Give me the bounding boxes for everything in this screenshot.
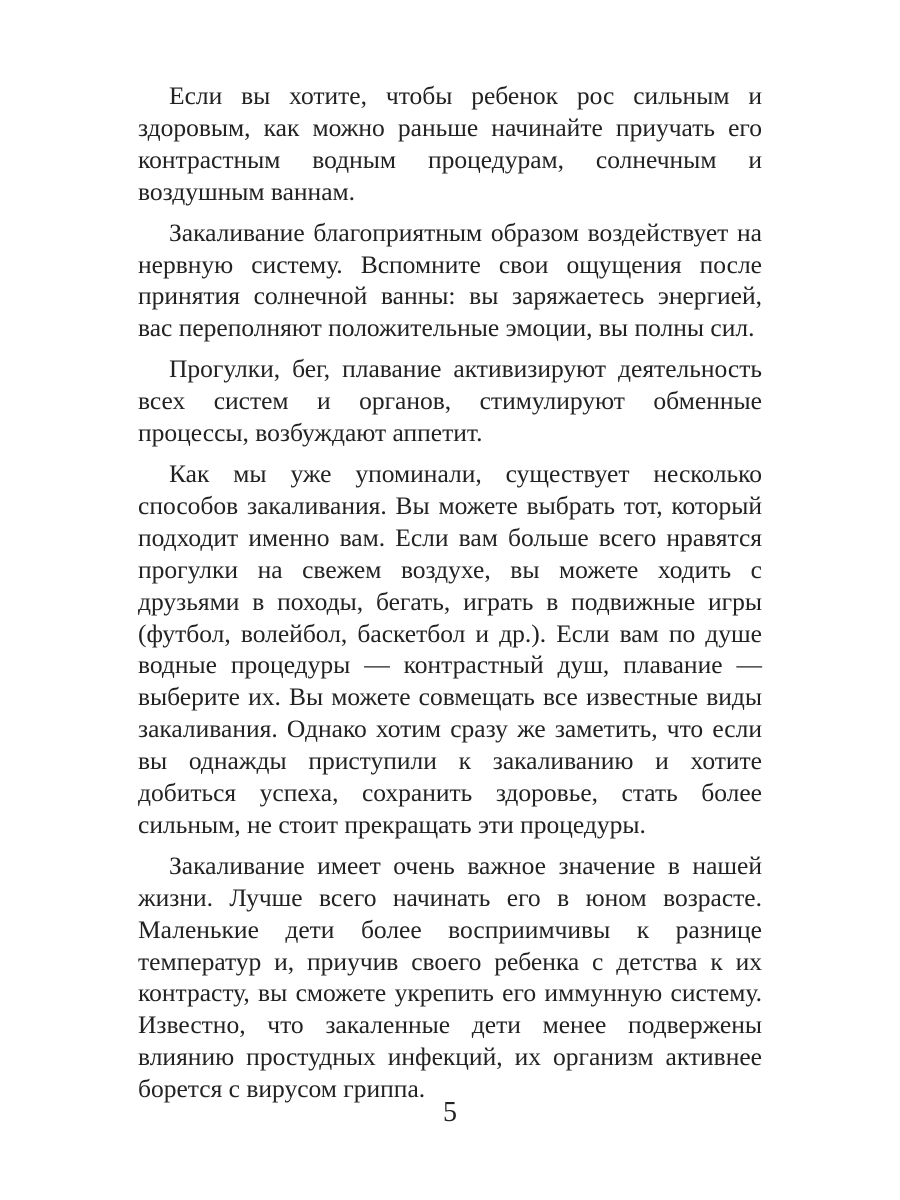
body-text bbox=[138, 80, 762, 1105]
paragraph-1: Если вы хотите, чтобы ребенок рос сильным и здоровым, как можно раньше начинайте приучать его контрастным водным процедурам, солнечным и воздушным ваннам. bbox=[138, 81, 762, 206]
paragraph-3: Прогулки, бег, плавание активизируют деятельность всех систем и органов, стимулируют обменные процессы, возбуждают аппетит. bbox=[138, 354, 762, 448]
paragraph-4: Как мы уже упоминали, существует несколько способов закаливания. Вы можете выбрать тот, который подходит именно вам. Если вам больше всего нравятся прогулки на свежем воздухе, вы можете ходить с друзьями в походы, бегать, играть в подвижные игры (футбол, волейбол, баскетбол и др.). Если вам по душе водные процедуры — контрастный душ, плавание — выберите их. Вы можете совмещать все известные виды закаливания. Однако хотим сразу же заметить, что если вы однажды приступили к закаливанию и хотите добиться успеха, сохранить здоровье, стать более сильным, не стоит прекращать эти процедуры. bbox=[138, 458, 762, 839]
page-number: 5 bbox=[443, 1097, 457, 1128]
paragraph-5: Закаливание имеет очень важное значение в нашей жизни. Лучше всего начинать его в юном возрасте. Маленькие дети более восприимчивы к разнице температур и, приучив своего ребенка с детства к их контрасту, вы сможете укрепить его иммунную систему. Известно, что закаленные дети менее подвержены влиянию простудных инфекций, их организм активнее борется с вирусом гриппа. bbox=[138, 850, 762, 1104]
paragraph-2: Закаливание благоприятным образом воздействует на нервную систему. Вспомните свои ощущения после принятия солнечной ванны: вы заряжаетесь энергией, вас переполняют положительные эмоции, вы полны сил. bbox=[138, 217, 762, 343]
